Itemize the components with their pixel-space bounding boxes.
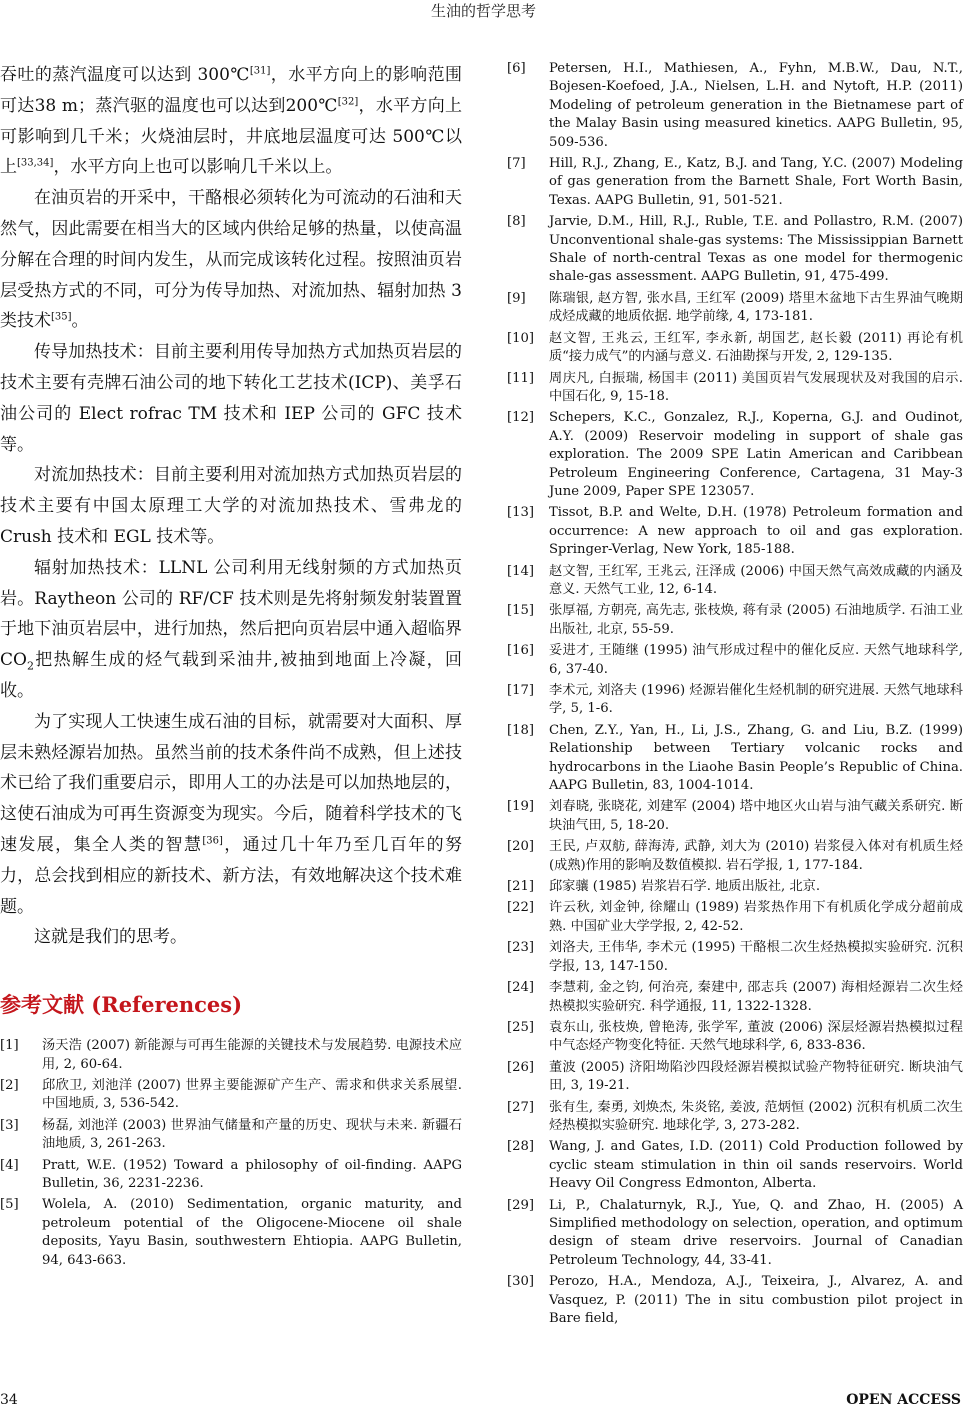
reference-text: 汤天浩 (2007) 新能源与可再生能源的关键技术与发展趋势. 电源技术应用, 2, 60-64. <box>42 1038 462 1072</box>
reference-text: Wolela, A. (2010) Sedimentation, organic maturity, and petroleum potential of the Oligocene-Miocene oil shale deposits, Yayu Basin, southwestern Ehtiopia. AAPG Bulletin, 94, 643-663. <box>42 1197 462 1268</box>
reference-item <box>0 1117 462 1154</box>
reference-text: Perozo, H.A., Mendoza, A.J., Teixeira, J., Alvarez, A. and Vasquez, P. (2011) The in situ combustion pilot project in Bare field, <box>549 1274 963 1326</box>
reference-number: [3] <box>0 1117 19 1133</box>
reference-text: Li, P., Chalaturnyk, R.J., Yue, Q. and Zhao, H. (2005) A Simplified methodology on selection, operation, and optimum design of steam drive reservoirs. Journal of Canadian Petroleum Technology, 44, 33-41. <box>549 1197 963 1268</box>
reference-item <box>507 878 963 896</box>
reference-number: [1] <box>0 1038 19 1054</box>
reference-text: 杨磊, 刘池洋 (2003) 世界油气储量和产量的历史、现状与未来. 新疆石油地质, 3, 261-263. <box>42 1117 462 1152</box>
reference-text: 赵文智, 王兆云, 王红军, 李永新, 胡国艺, 赵长毅 (2011) 再论有机质“接力成气”的内涵与意义. 石油勘探与开发, 2, 129-135. <box>549 330 963 365</box>
reference-text: 妥进才, 王随继 (1995) 油气形成过程中的催化反应. 天然气地球科学, 6, 37-40. <box>549 643 963 677</box>
reference-text: 王民, 卢双舫, 薛海涛, 武静, 刘大为 (2010) 岩浆侵入体对有机质生烃(成熟)作用的影响及数值模拟. 岩石学报, 1, 177-184. <box>549 839 963 873</box>
reference-text: 赵文智, 王红军, 王兆云, 汪泽成 (2006) 中国天然气高效成藏的内涵及意义. 天然气工业, 12, 6-14. <box>549 563 963 597</box>
reference-item <box>0 1037 462 1074</box>
reference-item <box>507 409 963 501</box>
reference-number: [23] <box>507 940 535 956</box>
reference-number: [21] <box>507 879 535 895</box>
reference-item <box>507 642 963 679</box>
reference-item <box>507 1099 963 1136</box>
reference-text: 袁东山, 张枝焕, 曾艳涛, 张学军, 董波 (2006) 深层烃源岩热模拟过程中气态烃产物变化特征. 天然气地球科学, 6, 833-836. <box>549 1019 963 1054</box>
reference-item <box>507 979 963 1016</box>
reference-number: [12] <box>507 410 535 426</box>
reference-text: Tissot, B.P. and Welte, D.H. (1978) Petroleum formation and occurrence: A new approach to oil and gas exploration. Springer-Verlag, New York, 185-188. <box>549 505 963 558</box>
reference-number: [4] <box>0 1157 19 1173</box>
reference-item <box>507 1059 963 1096</box>
reference-item <box>507 798 963 835</box>
reference-item <box>507 838 963 875</box>
reference-item <box>507 899 963 936</box>
reference-item <box>507 60 963 152</box>
right-column <box>507 60 963 1331</box>
reference-item <box>507 1197 963 1271</box>
reference-number: [29] <box>507 1197 535 1213</box>
reference-text: Petersen, H.I., Mathiesen, A., Fyhn, M.B.W., Dau, N.T., Bojesen-Koefoed, J.A., Nielsen, L.H. and Nytoft, H.P. (2011) Modeling of petroleum generation in the Bietnamese part of the Malay Basin using measured kinetics. AAPG Bulletin, 95, 509-536. <box>549 61 963 150</box>
reference-item <box>507 1019 963 1056</box>
reference-number: [22] <box>507 900 535 916</box>
paragraph-4: 对流加热技术：目前主要利用对流加热方式加热页岩层的技术主要有中国太原理工大学的对流加热技术、雪弗龙的 Crush 技术和 EGL 技术等。 <box>0 465 462 547</box>
reference-number: [13] <box>507 505 535 521</box>
reference-text: Hill, R.J., Zhang, E., Katz, B.J. and Tang, Y.C. (2007) Modeling of gas generation from the Barnett Shale, Fort Worth Basin, Texas. AAPG Bulletin, 91, 501-521. <box>549 156 963 208</box>
reference-item <box>507 1138 963 1193</box>
reference-list-left <box>0 1037 462 1270</box>
page-number: 34 <box>0 1392 18 1408</box>
reference-item <box>0 1196 462 1270</box>
reference-number: [16] <box>507 643 535 659</box>
paragraph-3: 传导加热技术：目前主要利用传导加热方式加热页岩层的技术主要有壳牌石油公司的地下转化工艺技术(ICP)、美孚石油公司的 Elect rofrac TM 技术和 IEP 公司的 GFC 技术等。 <box>0 342 462 455</box>
reference-text: 周庆凡, 白振瑞, 杨国丰 (2011) 美国页岩气发展现状及对我国的启示. 中国石化, 9, 15-18. <box>549 370 963 404</box>
reference-number: [24] <box>507 980 535 996</box>
reference-number: [25] <box>507 1019 535 1035</box>
reference-text: 董波 (2005) 济阳坳陷沙四段烃源岩模拟试验产物特征研究. 断块油气田, 3, 19-21. <box>549 1059 963 1094</box>
reference-text: Pratt, W.E. (1952) Toward a philosophy of oil-finding. AAPG Bulletin, 36, 2231-2236. <box>42 1157 462 1191</box>
reference-item <box>507 939 963 976</box>
reference-text: 刘春晓, 张晓花, 刘建军 (2004) 塔中地区火山岩与油气藏关系研究. 断块油气田, 5, 18-20. <box>549 799 963 833</box>
reference-number: [10] <box>507 330 535 346</box>
reference-list-right <box>507 60 963 1328</box>
reference-text: 刘洛夫, 王伟华, 李术元 (1995) 干酪根二次生烃热模拟实验研究. 沉积学报, 13, 147-150. <box>549 940 963 974</box>
reference-number: [14] <box>507 563 535 579</box>
reference-number: [11] <box>507 370 535 386</box>
reference-number: [30] <box>507 1274 535 1290</box>
reference-number: [5] <box>0 1197 19 1213</box>
reference-item <box>507 213 963 287</box>
reference-item <box>507 290 963 327</box>
reference-number: [28] <box>507 1139 535 1155</box>
paragraph-5: 辐射加热技术：LLNL 公司利用无线射频的方式加热页岩。Raytheon 公司的 RF/CF 技术则是先将射频发射装置置于地下油页岩层中，进行加热，然后把向页岩层中通入超临界$CO_2$把热解生成的烃气载到采油井,被抽到地面上冷凝，回收。 <box>0 557 462 701</box>
reference-text: 李术元, 刘洛夫 (1996) 烃源岩催化生烃机制的研究进展. 天然气地球科学, 5, 1-6. <box>549 683 963 717</box>
reference-text: 张厚福, 方朝亮, 高先志, 张枝焕, 蒋有录 (2005) 石油地质学. 石油工业出版社, 北京, 55-59. <box>549 603 963 637</box>
reference-item <box>507 722 963 796</box>
paragraph-7: 这就是我们的思考。 <box>34 927 187 948</box>
reference-text: Schepers, K.C., Gonzalez, R.J., Koperna, G.J. and Oudinot, A.Y. (2009) Reservoir modeling in support of shale gas exploration. The 2009 SPE Latin American and Caribbean Petroleum Engineering Conference, Cartagena, 31 May-3 June 2009, Paper SPE 123057. <box>549 410 963 499</box>
reference-number: [27] <box>507 1099 535 1115</box>
reference-number: [2] <box>0 1077 19 1093</box>
reference-item <box>507 1273 963 1328</box>
reference-text: 张有生, 秦勇, 刘焕杰, 朱炎铭, 姜波, 范炳恒 (2002) 沉积有机质二次生烃热模拟实验研究. 地球化学, 3, 273-282. <box>549 1099 963 1133</box>
reference-number: [17] <box>507 683 535 698</box>
body-text <box>0 60 462 953</box>
reference-item <box>507 370 963 407</box>
reference-text: Chen, Z.Y., Yan, H., Li, J.S., Zhang, G. and Liu, B.Z. (1999) Relationship between Tertiary volcanic rocks and hydrocarbons in the Liaohe Basin People’s Republic of China. AAPG Bulletin, 83, 1004-1014. <box>549 722 963 794</box>
reference-text: 许云秋, 刘金钟, 徐耀山 (1989) 岩浆热作用下有机质化学成分超前成熟. 中国矿业大学学报, 2, 42-52. <box>549 900 963 934</box>
reference-text: 陈瑞银, 赵方智, 张水昌, 王红军 (2009) 塔里木盆地下古生界油气晚期成烃成藏的地质依据. 地学前缘, 4, 173-181. <box>549 290 963 325</box>
left-column <box>0 60 462 1273</box>
reference-text: Wang, J. and Gates, I.D. (2011) Cold Production followed by cyclic steam stimulation in thin oil sands reservoirs. World Heavy Oil Congress Edmonton, Alberta. <box>549 1139 963 1192</box>
reference-text: 邱家骧 (1985) 岩浆岩石学. 地质出版社, 北京. <box>549 879 821 895</box>
reference-number: [26] <box>507 1059 535 1075</box>
reference-item <box>507 155 963 210</box>
reference-number: [15] <box>507 603 535 619</box>
reference-item <box>0 1077 462 1114</box>
reference-number: [19] <box>507 799 535 815</box>
reference-number: [8] <box>507 214 526 230</box>
reference-number: [6] <box>507 61 526 76</box>
open-access-label: OPEN ACCESS <box>846 1392 961 1408</box>
paragraph-2: 在油页岩的开采中，干酪根必须转化为可流动的石油和天然气，因此需要在相当大的区域内供给足够的热量，以使高温分解在合理的时间内发生，从而完成该转化过程。按照油页岩层受热方式的不同，可分为传导加热、对流加热、辐射加热 3 类技术[35]。 <box>0 188 462 332</box>
reference-text: 李慧莉, 金之钧, 何治亮, 秦建中, 邵志兵 (2007) 海相烃源岩二次生烃热模拟实验研究. 科学通报, 11, 1322-1328. <box>549 980 963 1014</box>
reference-text: Jarvie, D.M., Hill, R.J., Ruble, T.E. and Pollastro, R.M. (2007) Unconventional shale-gas systems: The Mississippian Barnett Shale of north-central Texas as one model for thermogenic shale-gas assessment. AAPG Bulletin, 91, 475-499. <box>549 214 963 285</box>
reference-item <box>507 504 963 559</box>
reference-item <box>0 1157 462 1194</box>
paragraph-1: 吞吐的蒸汽温度可以达到 300℃[31]，水平方向上的影响范围可达38 m；蒸汽驱的温度也可以达到200℃[32]，水平方向上可影响到几千米；火烧油层时，井底地层温度可达 500℃以上[33,34]，水平方向上也可以影响几千米以上。 <box>0 65 463 178</box>
running-head: 生油的哲学思考 <box>430 2 536 20</box>
reference-item <box>507 330 963 367</box>
references-heading: 参考文献 (References) <box>0 992 243 1018</box>
reference-item <box>507 602 963 639</box>
reference-item <box>507 563 963 600</box>
reference-number: [9] <box>507 290 526 306</box>
reference-number: [18] <box>507 722 535 738</box>
reference-item <box>507 682 963 719</box>
reference-number: [7] <box>507 156 526 172</box>
reference-text: 邱欣卫, 刘池洋 (2007) 世界主要能源矿产生产、需求和供求关系展望. 中国地质, 3, 536-542. <box>42 1077 462 1112</box>
paragraph-6: 为了实现人工快速生成石油的目标，就需要对大面积、厚层未熟烃源岩加热。虽然当前的技术条件尚不成熟，但上述技术已给了我们重要启示，即用人工的办法是可以加热地层的，这使石油成为可再生资源变为现实。今后，随着科学技术的飞速发展，集全人类的智慧[36]，通过几十年乃至几百年的努力，总会找到相应的新技术、新方法，有效地解决这个技术难题。 <box>0 711 463 917</box>
reference-number: [20] <box>507 839 535 855</box>
